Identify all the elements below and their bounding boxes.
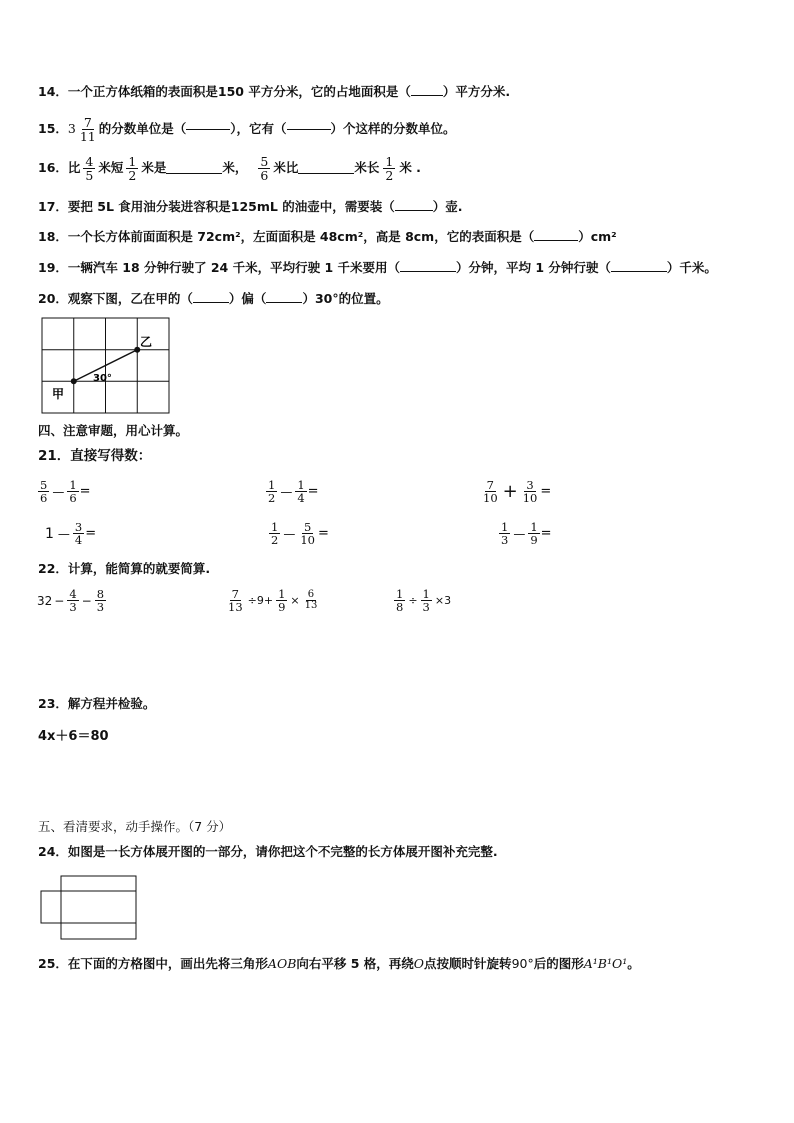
question-22: 22．计算，能简算的就要简算.: [38, 561, 211, 576]
question-18: 18．一个长方体前面面积是 72cm²，左面面积是 48cm²，高是 8cm，它的表面积是（ ）cm²: [38, 229, 617, 244]
mixed-number: 3 $\frac{7}{11}$: [67, 115, 96, 145]
answer-blank[interactable]: [395, 210, 433, 211]
answer-blank[interactable]: [186, 129, 230, 130]
net-main-rect: [61, 876, 136, 939]
question-23: 23．解方程并检验。: [38, 696, 156, 711]
operator: +: [502, 481, 518, 503]
fraction: $\frac{1}{2}$: [268, 478, 276, 506]
q23-equation: 4x＋6＝80: [38, 729, 109, 744]
equals-sign: =: [307, 484, 319, 500]
operator: —: [280, 484, 293, 499]
fraction: $\frac{1}{4}$: [297, 478, 305, 506]
q22-expression-2: $\frac{7}{13}$ ÷9+ $\frac{1}{9}$ × $\frac{6}{13}$: [228, 587, 318, 615]
question-20: 20．观察下图，乙在甲的（ ）偏（ ）30°的位置。: [38, 291, 389, 306]
answer-blank[interactable]: [193, 302, 229, 303]
fraction: $\frac{5}{6}$: [40, 478, 48, 506]
q21-item: [268, 521, 329, 546]
angle-label: 30°: [93, 373, 112, 384]
fraction: $\frac{1}{3}$: [501, 520, 509, 548]
answer-blank[interactable]: [166, 173, 222, 174]
fraction: $\frac{7}{10}$: [483, 478, 498, 506]
answer-blank[interactable]: [298, 173, 354, 174]
answer-blank[interactable]: [611, 271, 667, 272]
question-16: 16． 比 $\frac{4}{5}$ 米短 $\frac{1}{2}$ 米是 米， $\frac{5}{6}$ 米比 米长 $\frac{1}{2}$ 米 .: [38, 154, 421, 184]
fraction: $\frac{3}{4}$: [74, 520, 83, 548]
net-side-face: [41, 891, 61, 923]
question-17: 17．要把 5L 食用油分装进容积是125mL 的油壶中，需要装（ ）壶.: [38, 199, 463, 214]
operator: —: [283, 526, 296, 541]
whole-number: 1: [45, 525, 54, 542]
equals-sign: =: [317, 526, 329, 542]
equals-sign: =: [540, 484, 552, 500]
q21-item: [498, 521, 552, 546]
question-15: 15． 3 $\frac{7}{11}$ 的分数单位是（ ），它有（ ）个这样的分数单位。: [38, 115, 456, 145]
label-yi: 乙: [140, 335, 153, 349]
question-19: 19．一辆汽车 18 分钟行驶了 24 千米，平均行驶 1 千米要用（ ）分钟，平均 1 分钟行驶（ ）千米。: [38, 260, 717, 275]
equals-sign: =: [79, 484, 91, 500]
cuboid-net-figure: [40, 875, 140, 941]
label-jia: 甲: [52, 387, 65, 401]
answer-blank[interactable]: [400, 271, 456, 272]
operator: —: [57, 526, 70, 541]
answer-blank[interactable]: [411, 95, 443, 96]
question-21: 21．直接写得数：: [38, 448, 152, 464]
question-25: 25．在下面的方格图中，画出先将三角形AOB向右平移 5 格，再绕O点按顺时针旋转90°后的图形A¹B¹O¹。: [38, 956, 640, 971]
q21-item: [265, 479, 319, 504]
fraction: $\frac{1}{2}$: [271, 520, 279, 548]
answer-blank[interactable]: [287, 129, 331, 130]
point-jia: [71, 378, 77, 384]
q21-item: [480, 479, 551, 504]
question-24: 24．如图是一长方体展开图的一部分，请你把这个不完整的长方体展开图补充完整.: [38, 844, 498, 859]
equals-sign: =: [540, 526, 552, 542]
q22-expression-3: $\frac{1}{8}$ ÷ $\frac{1}{3}$ ×3: [396, 587, 452, 615]
fraction: $\frac{1}{6}$: [69, 478, 77, 506]
question-14: 14．一个正方体纸箱的表面积是150 平方分米，它的占地面积是（ ）平方分米.: [38, 84, 511, 99]
fraction: $\frac{3}{10}$: [522, 478, 538, 506]
answer-blank[interactable]: [266, 302, 302, 303]
section-4-heading: 四、注意审题，用心计算。: [38, 423, 189, 438]
equals-sign: =: [85, 526, 97, 542]
section-5-heading: 五、看清要求，动手操作。（7 分）: [38, 819, 232, 834]
fraction: $\frac{1}{9}$: [530, 520, 538, 548]
direction-grid-figure: [40, 316, 172, 416]
fraction: $\frac{5}{10}$: [300, 520, 315, 548]
q21-item: [37, 479, 91, 504]
q21-item: [45, 521, 96, 546]
answer-blank[interactable]: [534, 240, 578, 241]
q22-expression-1: 32 − $\frac{4}{3}$ − $\frac{8}{3}$: [37, 587, 105, 615]
operator: —: [52, 484, 65, 499]
operator: —: [513, 526, 526, 541]
